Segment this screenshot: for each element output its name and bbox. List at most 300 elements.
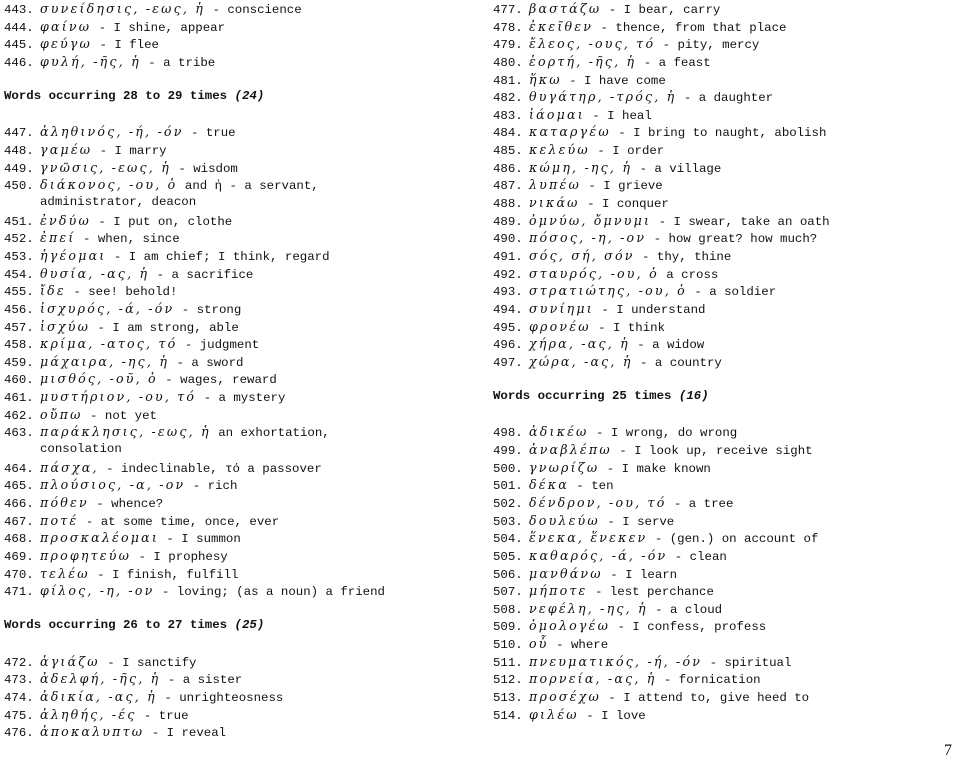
greek-word: μήποτε [529, 583, 588, 599]
greek-word: φυλή, -ῆς, ἡ [40, 53, 141, 69]
english-gloss: - true [136, 708, 189, 723]
greek-word: ἀληθινός, -ή, -όν [40, 124, 184, 140]
section-heading [493, 388, 955, 406]
vocab-entry [4, 141, 474, 159]
english-gloss: - spiritual [702, 655, 792, 670]
vocab-entry [493, 459, 955, 477]
vocab-entry [493, 353, 955, 371]
spacer [493, 406, 955, 424]
entry-number: 472. [4, 655, 34, 670]
vocab-entry [4, 706, 474, 724]
spacer [493, 370, 955, 388]
entry-number: 462. [4, 408, 34, 423]
entry-number: 495. [493, 320, 523, 335]
vocab-entry [4, 512, 474, 530]
english-gloss: - indeclinable, τό a passover [98, 461, 322, 476]
greek-word: κρίμα, -ατος, τό [40, 336, 178, 352]
entry-number: 453. [4, 249, 34, 264]
vocab-entry [4, 0, 474, 18]
english-gloss: - I make known [599, 461, 711, 476]
entry-number: 509. [493, 620, 523, 635]
vocab-entry [4, 18, 474, 36]
greek-word: προσέχω [529, 688, 601, 704]
vocab-entry [493, 635, 955, 653]
entry-number: 504. [493, 532, 523, 547]
vocab-entry [4, 688, 474, 706]
english-gloss: - not yet [82, 408, 157, 423]
vocab-entry [493, 212, 955, 230]
vocab-entry [493, 18, 955, 36]
english-gloss: - (gen.) on account of [647, 532, 819, 547]
entry-number: 508. [493, 602, 523, 617]
english-gloss: - I grieve [580, 179, 663, 194]
greek-word: φιλέω [529, 706, 579, 722]
entry-number: 492. [493, 267, 523, 282]
entry-number: 448. [4, 144, 34, 159]
english-gloss: - rich [185, 479, 238, 494]
vocab-entry [4, 247, 474, 265]
vocab-entry [493, 547, 955, 565]
english-gloss: - I reveal [144, 726, 227, 741]
entry-number: 491. [493, 249, 523, 264]
english-gloss: - a sacrifice [149, 267, 254, 282]
greek-word: θυσία, -ας, ἡ [40, 265, 150, 281]
entry-number: 514. [493, 708, 523, 723]
english-gloss: - a cloud [647, 602, 723, 617]
greek-word: ἰσχύω [40, 318, 91, 334]
vocab-entry [493, 529, 955, 547]
entry-number: 512. [493, 673, 523, 688]
greek-word: φρονέω [529, 318, 591, 334]
greek-word: γαμέω [40, 142, 93, 158]
greek-word: ἀδελφή, -ῆς, ἡ [40, 671, 161, 687]
spacer [4, 600, 474, 618]
english-gloss: - strong [174, 302, 242, 317]
entry-number: 513. [493, 690, 523, 705]
entry-number: 454. [4, 267, 34, 282]
greek-word: ἰσχυρός, -ά, -όν [40, 300, 175, 316]
english-gloss: - I prophesy [131, 549, 228, 564]
english-gloss: - a country [632, 355, 722, 370]
english-gloss: and ἡ - a servant, [177, 179, 319, 194]
entry-number: 484. [493, 126, 523, 141]
greek-word: ἥκω [529, 71, 562, 87]
english-gloss: - I confess, profess [610, 620, 767, 635]
english-gloss: - I marry [92, 144, 167, 159]
greek-word: λυπέω [529, 177, 581, 193]
greek-word: φίλος, -η, -ον [40, 583, 155, 599]
vocab-entry [4, 459, 474, 477]
vocab-entry [493, 688, 955, 706]
entry-number: 490. [493, 232, 523, 247]
greek-word: χήρα, -ας, ἡ [529, 336, 630, 352]
english-gloss: - I conquer [579, 197, 669, 212]
vocab-entry [4, 529, 474, 547]
entry-number: 464. [4, 461, 34, 476]
greek-word: συνίημι [529, 300, 594, 316]
vocab-entry [4, 265, 474, 283]
greek-word: πνευματικός, -ή, -όν [529, 653, 703, 669]
english-gloss: - a village [632, 161, 722, 176]
entry-number: 482. [493, 91, 523, 106]
heading-count: (24) [234, 89, 265, 104]
entry-number: 467. [4, 514, 34, 529]
greek-word: κελεύω [529, 142, 590, 158]
heading-text: Words occurring 25 times [493, 389, 679, 404]
greek-word: νικάω [529, 195, 580, 211]
vocab-entry [4, 653, 474, 671]
vocab-entry [493, 141, 955, 159]
english-gloss: - I order [589, 144, 665, 159]
vocab-entry [4, 353, 474, 371]
vocab-entry [4, 176, 474, 194]
entry-number: 460. [4, 373, 34, 388]
greek-word: ὁμολογέω [529, 618, 611, 634]
entry-number: 444. [4, 20, 34, 35]
entry-number: 443. [4, 3, 34, 17]
greek-word: πάσχα, [40, 459, 99, 475]
entry-number: 477. [493, 3, 523, 17]
greek-word: πλούσιος, -α, -ον [40, 477, 186, 493]
greek-word: σταυρός, -ου, ὁ [529, 265, 659, 281]
entry-number: 489. [493, 214, 523, 229]
greek-word: ὀμνύω, ὄμνυμι [529, 212, 652, 228]
vocab-entry [493, 123, 955, 141]
entry-number: 478. [493, 20, 523, 35]
greek-word: κώμη, -ης, ἡ [529, 159, 633, 175]
vocab-entry [493, 71, 955, 89]
entry-number: 473. [4, 673, 34, 688]
vocab-entry [4, 212, 474, 230]
english-gloss: - wages, reward [157, 373, 277, 388]
english-gloss: - a sword [169, 355, 244, 370]
vocab-entry [493, 512, 955, 530]
entry-number: 451. [4, 214, 34, 229]
entry-number: 502. [493, 496, 523, 511]
entry-number: 452. [4, 232, 34, 247]
greek-word: ἔλεος, -ους, τό [529, 36, 656, 52]
entry-number: 500. [493, 461, 523, 476]
vocab-entry [4, 370, 474, 388]
right-column [493, 0, 955, 723]
entry-number: 476. [4, 726, 34, 741]
vocab-entry [493, 265, 955, 283]
greek-word: ἴδε [40, 283, 66, 299]
english-gloss: - I learn [602, 567, 678, 582]
section-heading [4, 617, 474, 635]
vocab-entry [4, 53, 474, 71]
greek-word: γνῶσις, -εως, ἡ [40, 159, 171, 175]
english-gloss: - I think [590, 320, 666, 335]
heading-text: Words occurring 26 to 27 times [4, 618, 235, 633]
english-gloss: - I am chief; I think, regard [106, 249, 330, 264]
greek-word: παράκλησις, -εως, ἡ [40, 424, 211, 440]
english-gloss: - conscience [205, 3, 302, 17]
entry-number: 494. [493, 302, 523, 317]
english-gloss: - thy, thine [634, 249, 732, 264]
greek-word: φαίνω [40, 18, 92, 34]
vocab-entry [493, 494, 955, 512]
page-number: 7 [944, 742, 952, 759]
greek-word: βαστάζω [529, 1, 602, 16]
vocab-entry [4, 565, 474, 583]
entry-number: 456. [4, 302, 34, 317]
english-gloss: a cross [658, 267, 719, 282]
greek-word: γνωρίζω [529, 459, 600, 475]
english-gloss: - when, since [75, 232, 180, 247]
entry-continuation: administrator, deacon [40, 195, 197, 210]
english-gloss: - thence, from that place [593, 20, 787, 35]
english-gloss: - judgment [177, 338, 260, 353]
english-gloss: - a feast [636, 55, 711, 70]
entry-number: 466. [4, 496, 34, 511]
english-gloss: - I heal [584, 108, 652, 123]
entry-number: 465. [4, 479, 34, 494]
entry-number: 469. [4, 549, 34, 564]
english-gloss: - lest perchance [587, 585, 714, 600]
greek-word: προφητεύω [40, 547, 132, 563]
vocab-entry [493, 565, 955, 583]
entry-number: 459. [4, 355, 34, 370]
greek-word: τελέω [40, 565, 90, 581]
entry-number: 458. [4, 338, 34, 353]
vocab-entry [493, 159, 955, 177]
english-gloss: - a sister [160, 673, 243, 688]
english-gloss: - how great? how much? [646, 232, 818, 247]
entry-number: 471. [4, 585, 34, 600]
vocab-entry [4, 300, 474, 318]
english-gloss: - I flee [92, 38, 159, 53]
left-column [4, 0, 474, 741]
greek-word: πορνεία, -ας, ἡ [529, 671, 657, 687]
vocab-entry [493, 300, 955, 318]
vocab-entry [493, 653, 955, 671]
english-gloss: - a widow [629, 338, 705, 353]
greek-word: προσκαλέομαι [40, 530, 159, 546]
entry-number: 457. [4, 320, 34, 335]
english-gloss: - I understand [593, 302, 706, 317]
entry-number: 455. [4, 285, 34, 300]
english-gloss: - true [183, 126, 236, 141]
english-gloss: - I am strong, able [90, 320, 239, 335]
english-gloss: - a daughter [676, 91, 774, 106]
vocab-entry [4, 123, 474, 141]
vocab-entry [493, 617, 955, 635]
vocab-entry [4, 282, 474, 300]
entry-number: 449. [4, 161, 34, 176]
vocab-entry [4, 494, 474, 512]
greek-word: ἀληθής, -ές [40, 706, 137, 722]
entry-number: 475. [4, 708, 34, 723]
vocab-entry [493, 335, 955, 353]
vocab-entry [493, 706, 955, 724]
vocab-entry [4, 388, 474, 406]
english-gloss: - a tribe [140, 55, 216, 70]
english-gloss: - I have come [561, 73, 666, 88]
greek-word: μυστήριον, -ου, τό [40, 389, 197, 405]
greek-word: στρατιώτης, -ου, ὁ [529, 283, 687, 299]
vocab-entry [493, 423, 955, 441]
english-gloss: - ten [568, 479, 614, 494]
greek-word: ἐκεῖθεν [529, 18, 594, 34]
greek-word: ἐνδύω [40, 212, 91, 228]
entry-number: 496. [493, 338, 523, 353]
entry-number: 497. [493, 355, 523, 370]
english-gloss: - wisdom [170, 161, 238, 176]
vocab-entry [4, 582, 474, 600]
english-gloss: - I finish, fulfill [89, 567, 239, 582]
greek-word: ποτέ [40, 512, 79, 528]
greek-word: ἁγιάζω [40, 653, 100, 669]
greek-word: καθαρός, -ά, -όν [529, 547, 668, 563]
english-gloss: - at some time, once, ever [78, 514, 280, 529]
greek-word: πόσος, -η, -ον [529, 230, 647, 246]
vocab-entry [4, 547, 474, 565]
english-gloss: - I bring to naught, abolish [610, 126, 827, 141]
entry-number: 468. [4, 532, 34, 547]
greek-word: δένδρον, -ου, τό [529, 494, 667, 510]
entry-number: 488. [493, 197, 523, 212]
english-gloss: - I bear, carry [601, 3, 721, 17]
entry-number: 510. [493, 638, 523, 653]
english-gloss: - a mystery [196, 391, 286, 406]
entry-number: 470. [4, 567, 34, 582]
greek-word: μάχαιρα, -ης, ἡ [40, 353, 170, 369]
vocab-entry [493, 282, 955, 300]
english-gloss: - fornication [656, 673, 761, 688]
greek-word: θυγάτηρ, -τρός, ἡ [529, 89, 677, 105]
vocab-entry [493, 318, 955, 336]
greek-word: μανθάνω [529, 565, 603, 581]
english-gloss: - a tree [666, 496, 734, 511]
heading-text: Words occurring 28 to 29 times [4, 89, 235, 104]
entry-number: 463. [4, 426, 34, 441]
vocab-entry [493, 35, 955, 53]
greek-word: μισθός, -οῦ, ὁ [40, 371, 158, 387]
english-gloss: - I sanctify [99, 655, 197, 670]
entry-number: 447. [4, 126, 34, 141]
vocab-entry [4, 318, 474, 336]
entry-number: 501. [493, 479, 523, 494]
vocab-entry [4, 335, 474, 353]
english-gloss: - I shine, appear [91, 20, 226, 35]
english-gloss: - I serve [599, 514, 675, 529]
heading-count: (25) [234, 618, 265, 633]
entry-number: 505. [493, 549, 523, 564]
vocab-entry [493, 194, 955, 212]
greek-word: ἰάομαι [529, 106, 585, 122]
english-gloss: - pity, mercy [655, 38, 760, 53]
greek-word: ἡγέομαι [40, 247, 107, 263]
entry-number: 503. [493, 514, 523, 529]
heading-count: (16) [678, 389, 709, 404]
vocab-entry [493, 106, 955, 124]
greek-word: συνείδησις, -εως, ἡ [40, 1, 206, 16]
vocab-entry [493, 247, 955, 265]
spacer [4, 635, 474, 653]
english-gloss: - I attend to, give heed to [600, 690, 810, 705]
greek-word: δέκα [529, 477, 569, 493]
vocab-entry [4, 723, 474, 741]
vocab-entry [4, 159, 474, 177]
entry-number: 450. [4, 179, 34, 194]
greek-word: δουλεύω [529, 512, 600, 528]
english-gloss: - I love [578, 708, 646, 723]
vocab-entry [493, 229, 955, 247]
vocab-entry [4, 406, 474, 424]
english-gloss: - see! behold! [65, 285, 178, 300]
section-heading [4, 88, 474, 106]
entry-continuation: consolation [40, 442, 122, 457]
vocab-entry [4, 670, 474, 688]
vocab-entry [4, 229, 474, 247]
greek-word: ἀδικέω [529, 424, 589, 440]
vocab-entry [4, 35, 474, 53]
greek-word: χώρα, -ας, ἡ [529, 353, 633, 369]
english-gloss: - I summon [158, 532, 241, 547]
entry-number: 507. [493, 585, 523, 600]
entry-number: 479. [493, 38, 523, 53]
english-gloss: - I wrong, do wrong [588, 426, 738, 441]
vocab-entry [493, 53, 955, 71]
greek-word: ἑορτή, -ῆς, ἡ [529, 53, 637, 69]
vocab-entry [493, 0, 955, 18]
vocab-entry [493, 441, 955, 459]
greek-word: διάκονος, -ου, ὁ [40, 177, 178, 193]
english-gloss: an exhortation, [210, 426, 330, 441]
english-gloss: - whence? [88, 496, 164, 511]
spacer [4, 71, 474, 89]
greek-word: ἀδικία, -ας, ἡ [40, 688, 157, 704]
entry-number: 511. [493, 655, 523, 670]
greek-word: ἀναβλέπω [529, 442, 612, 458]
vocab-entry [493, 670, 955, 688]
entry-number: 474. [4, 690, 34, 705]
entry-number: 486. [493, 161, 523, 176]
english-gloss: - clean [667, 549, 727, 564]
greek-word: ἕνεκα, ἕνεκεν [529, 530, 648, 546]
greek-word: οὔπω [40, 406, 83, 422]
greek-word: πόθεν [40, 494, 89, 510]
entry-number: 493. [493, 285, 523, 300]
entry-number: 506. [493, 567, 523, 582]
vocab-entry [493, 176, 955, 194]
vocab-entry [493, 600, 955, 618]
entry-number: 499. [493, 444, 523, 459]
vocab-entry [4, 423, 474, 441]
entry-number: 487. [493, 179, 523, 194]
english-gloss: - I swear, take an oath [651, 214, 830, 229]
greek-word: σός, σή, σόν [529, 247, 635, 263]
vocab-entry [493, 88, 955, 106]
entry-number: 483. [493, 108, 523, 123]
entry-number: 446. [4, 55, 34, 70]
greek-word: οὗ [529, 636, 549, 652]
english-gloss: - a soldier [686, 285, 777, 300]
vocab-entry [4, 476, 474, 494]
english-gloss: - loving; (as a noun) a friend [154, 585, 385, 600]
english-gloss: - I put on, clothe [90, 214, 233, 229]
vocab-entry [493, 582, 955, 600]
greek-word: ἀποκαλυπτω [40, 724, 145, 740]
greek-word: φεύγω [40, 36, 93, 52]
vocab-entry [493, 476, 955, 494]
greek-word: καταργέω [529, 124, 611, 140]
greek-word: νεφέλη, -ης, ἡ [529, 600, 648, 616]
english-gloss: - unrighteosness [156, 690, 284, 705]
entry-number: 461. [4, 391, 34, 406]
entry-number: 498. [493, 426, 523, 441]
